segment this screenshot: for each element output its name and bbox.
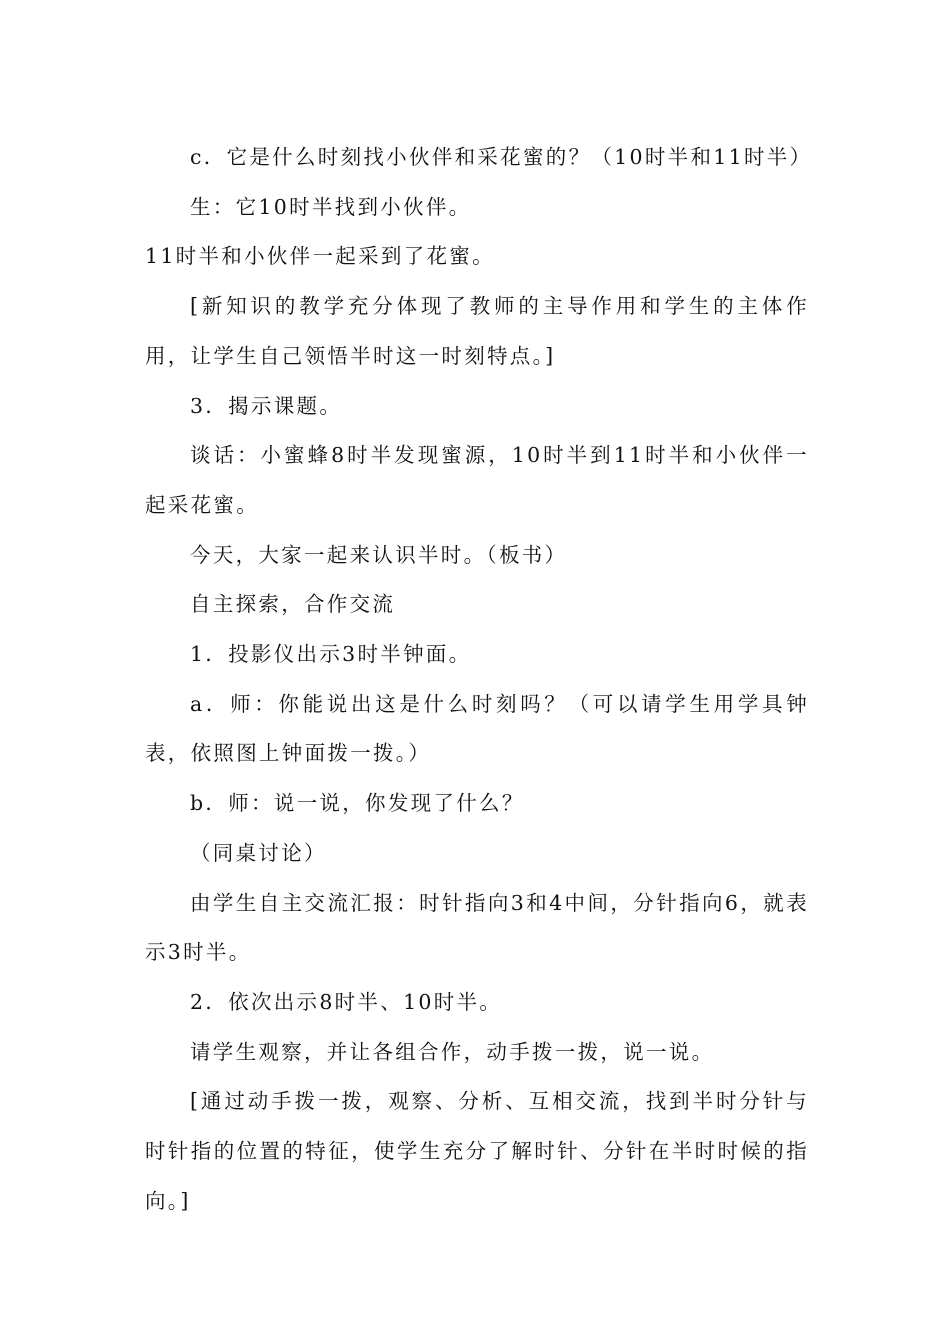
paragraph-discussion: （同桌讨论）: [190, 840, 327, 865]
paragraph-question-c: c．它是什么时刻找小伙伴和采花蜜的？（10时半和11时半）: [190, 145, 813, 169]
paragraph-question-a: a．师：你能说出这是什么时刻吗？（可以请学生用学具钟表，依照图上钟面拨一拨。）: [145, 691, 809, 766]
paragraph-step-1: 1．投影仪出示3时半钟面。: [190, 642, 472, 667]
paragraph-answer-continued: 11时半和小伙伴一起采到了花蜜。: [145, 244, 495, 269]
paragraph-observe: 请学生观察，并让各组合作，动手拨一拨，说一说。: [190, 1039, 715, 1064]
paragraph-section-heading-explore: 自主探索，合作交流: [190, 592, 396, 617]
document-body: [145, 133, 813, 1226]
paragraph-talk: 谈话：小蜜蜂8时半发现蜜源，10时半到11时半和小伙伴一起采花蜜。: [145, 443, 809, 517]
paragraph-teaching-note-1: [新知识的教学充分体现了教师的主导作用和学生的主体作用，让学生自己领悟半时这一时刻特点。]: [145, 294, 809, 368]
paragraph-section-3-heading: 3．揭示课题。: [190, 393, 343, 418]
paragraph-question-b: b．师：说一说，你发现了什么？: [190, 791, 525, 816]
paragraph-step-2: 2．依次出示8时半、10时半。: [190, 989, 503, 1014]
paragraph-student-answer: 生：它10时半找到小伙伴。: [190, 194, 472, 219]
paragraph-student-report: 由学生自主交流汇报：时针指向3和4中间，分针指向6，就表示3时半。: [145, 890, 809, 965]
paragraph-today: 今天，大家一起来认识半时。（板书）: [190, 542, 568, 567]
paragraph-teaching-note-2: [通过动手拨一拨，观察、分析、互相交流，找到半时分针与时针指的位置的特征，使学生充分了解时针、分针在半时时候的指向。]: [145, 1089, 809, 1213]
